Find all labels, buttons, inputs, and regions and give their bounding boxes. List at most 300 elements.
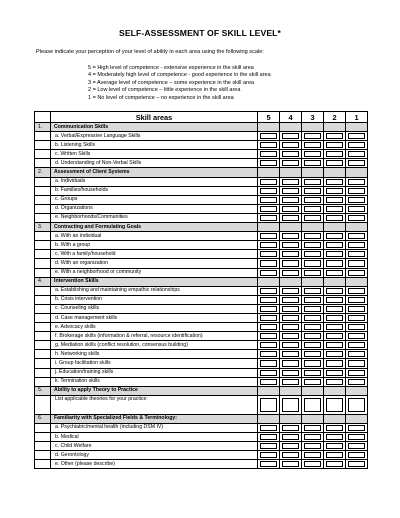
- rating-cell-2[interactable]: [324, 159, 346, 168]
- rating-checkbox-1[interactable]: [348, 324, 365, 330]
- rating-checkbox-2[interactable]: [326, 434, 343, 440]
- rating-cell-5[interactable]: [258, 186, 280, 195]
- rating-cell-4[interactable]: [280, 213, 302, 222]
- rating-cell-1[interactable]: [346, 177, 368, 186]
- rating-cell-5[interactable]: [258, 359, 280, 368]
- rating-cell-4[interactable]: [280, 423, 302, 432]
- rating-cell-1[interactable]: [346, 259, 368, 268]
- rating-checkbox-1[interactable]: [348, 379, 365, 385]
- rating-cell-1[interactable]: [346, 377, 368, 386]
- rating-cell-5[interactable]: [258, 460, 280, 469]
- rating-cell-3[interactable]: [302, 332, 324, 341]
- rating-cell-3[interactable]: [302, 213, 324, 222]
- rating-cell-5[interactable]: [258, 259, 280, 268]
- rating-cell-2[interactable]: [324, 186, 346, 195]
- rating-checkbox-2[interactable]: [326, 425, 343, 431]
- rating-checkbox-4[interactable]: [282, 370, 299, 376]
- rating-checkbox-3[interactable]: [304, 233, 321, 239]
- rating-cell-2[interactable]: [324, 323, 346, 332]
- rating-cell-1[interactable]: [346, 250, 368, 259]
- rating-cell-4[interactable]: [280, 395, 302, 414]
- rating-cell-4[interactable]: [280, 359, 302, 368]
- rating-checkbox-3[interactable]: [304, 425, 321, 431]
- rating-checkbox-1[interactable]: [348, 251, 365, 257]
- rating-cell-5[interactable]: [258, 332, 280, 341]
- rating-cell-5[interactable]: [258, 195, 280, 204]
- rating-cell-3[interactable]: [302, 195, 324, 204]
- rating-cell-4[interactable]: [280, 341, 302, 350]
- rating-cell-2[interactable]: [324, 232, 346, 241]
- rating-checkbox-4[interactable]: [282, 333, 299, 339]
- rating-cell-3[interactable]: [302, 250, 324, 259]
- rating-checkbox-5[interactable]: [260, 215, 277, 221]
- rating-cell-3[interactable]: [302, 159, 324, 168]
- rating-cell-4[interactable]: [280, 259, 302, 268]
- rating-cell-3[interactable]: [302, 132, 324, 141]
- rating-cell-5[interactable]: [258, 150, 280, 159]
- rating-checkbox-5[interactable]: [260, 242, 277, 248]
- rating-cell-5[interactable]: [258, 241, 280, 250]
- rating-checkbox-2[interactable]: [326, 260, 343, 266]
- rating-checkbox-1[interactable]: [348, 370, 365, 376]
- rating-checkbox-5[interactable]: [260, 425, 277, 431]
- rating-checkbox-3[interactable]: [304, 179, 321, 185]
- rating-checkbox-2[interactable]: [326, 270, 343, 276]
- rating-cell-5[interactable]: [258, 433, 280, 442]
- rating-checkbox-2[interactable]: [326, 179, 343, 185]
- rating-checkbox-4[interactable]: [282, 133, 299, 139]
- rating-cell-5[interactable]: [258, 451, 280, 460]
- rating-checkbox-4[interactable]: [282, 434, 299, 440]
- rating-checkbox-1[interactable]: [348, 151, 365, 157]
- rating-cell-1[interactable]: [346, 241, 368, 250]
- rating-checkbox-4[interactable]: [282, 360, 299, 366]
- rating-cell-4[interactable]: [280, 377, 302, 386]
- rating-cell-5[interactable]: [258, 295, 280, 304]
- rating-checkbox-2[interactable]: [326, 342, 343, 348]
- rating-checkbox-1[interactable]: [348, 306, 365, 312]
- rating-cell-1[interactable]: [346, 313, 368, 322]
- rating-cell-5[interactable]: [258, 395, 280, 414]
- rating-checkbox-2[interactable]: [326, 379, 343, 385]
- rating-cell-1[interactable]: [346, 332, 368, 341]
- rating-checkbox-4[interactable]: [282, 251, 299, 257]
- rating-cell-1[interactable]: [346, 359, 368, 368]
- rating-cell-3[interactable]: [302, 141, 324, 150]
- rating-checkbox-2[interactable]: [326, 251, 343, 257]
- rating-checkbox-1[interactable]: [348, 242, 365, 248]
- rating-cell-2[interactable]: [324, 141, 346, 150]
- rating-checkbox-1[interactable]: [348, 315, 365, 321]
- rating-cell-5[interactable]: [258, 132, 280, 141]
- rating-checkbox-2[interactable]: [326, 142, 343, 148]
- rating-checkbox-5[interactable]: [260, 160, 277, 166]
- rating-checkbox-4[interactable]: [282, 206, 299, 212]
- rating-cell-3[interactable]: [302, 286, 324, 295]
- rating-checkbox-2[interactable]: [326, 360, 343, 366]
- rating-cell-3[interactable]: [302, 368, 324, 377]
- rating-checkbox-1[interactable]: [348, 425, 365, 431]
- rating-checkbox-3[interactable]: [304, 452, 321, 458]
- rating-cell-5[interactable]: [258, 177, 280, 186]
- rating-checkbox-1[interactable]: [348, 215, 365, 221]
- rating-checkbox-2[interactable]: [326, 288, 343, 294]
- rating-checkbox-2[interactable]: [326, 333, 343, 339]
- rating-checkbox-4[interactable]: [282, 351, 299, 357]
- rating-cell-4[interactable]: [280, 241, 302, 250]
- rating-checkbox-3[interactable]: [304, 398, 321, 412]
- rating-cell-1[interactable]: [346, 423, 368, 432]
- rating-cell-1[interactable]: [346, 141, 368, 150]
- rating-checkbox-1[interactable]: [348, 360, 365, 366]
- rating-checkbox-1[interactable]: [348, 398, 365, 412]
- rating-cell-3[interactable]: [302, 177, 324, 186]
- rating-checkbox-2[interactable]: [326, 315, 343, 321]
- rating-checkbox-3[interactable]: [304, 351, 321, 357]
- rating-checkbox-5[interactable]: [260, 306, 277, 312]
- rating-checkbox-1[interactable]: [348, 133, 365, 139]
- rating-cell-4[interactable]: [280, 159, 302, 168]
- rating-checkbox-3[interactable]: [304, 443, 321, 449]
- rating-cell-2[interactable]: [324, 132, 346, 141]
- rating-checkbox-3[interactable]: [304, 297, 321, 303]
- rating-checkbox-1[interactable]: [348, 260, 365, 266]
- rating-checkbox-1[interactable]: [348, 461, 365, 467]
- rating-checkbox-2[interactable]: [326, 443, 343, 449]
- rating-cell-5[interactable]: [258, 286, 280, 295]
- rating-cell-2[interactable]: [324, 433, 346, 442]
- rating-checkbox-2[interactable]: [326, 151, 343, 157]
- rating-cell-2[interactable]: [324, 359, 346, 368]
- rating-checkbox-1[interactable]: [348, 270, 365, 276]
- rating-checkbox-2[interactable]: [326, 370, 343, 376]
- rating-checkbox-4[interactable]: [282, 306, 299, 312]
- rating-cell-4[interactable]: [280, 368, 302, 377]
- rating-checkbox-4[interactable]: [282, 288, 299, 294]
- rating-cell-5[interactable]: [258, 341, 280, 350]
- rating-checkbox-1[interactable]: [348, 443, 365, 449]
- rating-cell-5[interactable]: [258, 323, 280, 332]
- rating-cell-5[interactable]: [258, 313, 280, 322]
- rating-checkbox-5[interactable]: [260, 270, 277, 276]
- rating-cell-3[interactable]: [302, 259, 324, 268]
- rating-cell-3[interactable]: [302, 268, 324, 277]
- rating-checkbox-5[interactable]: [260, 461, 277, 467]
- rating-checkbox-5[interactable]: [260, 324, 277, 330]
- rating-checkbox-5[interactable]: [260, 188, 277, 194]
- rating-checkbox-2[interactable]: [326, 188, 343, 194]
- rating-checkbox-5[interactable]: [260, 342, 277, 348]
- rating-cell-5[interactable]: [258, 250, 280, 259]
- rating-checkbox-5[interactable]: [260, 142, 277, 148]
- rating-checkbox-5[interactable]: [260, 360, 277, 366]
- rating-cell-2[interactable]: [324, 177, 346, 186]
- rating-checkbox-5[interactable]: [260, 443, 277, 449]
- rating-checkbox-2[interactable]: [326, 461, 343, 467]
- rating-cell-3[interactable]: [302, 350, 324, 359]
- rating-checkbox-5[interactable]: [260, 233, 277, 239]
- rating-cell-2[interactable]: [324, 286, 346, 295]
- rating-cell-3[interactable]: [302, 341, 324, 350]
- rating-cell-4[interactable]: [280, 295, 302, 304]
- rating-cell-4[interactable]: [280, 268, 302, 277]
- rating-checkbox-5[interactable]: [260, 179, 277, 185]
- rating-cell-2[interactable]: [324, 460, 346, 469]
- rating-checkbox-1[interactable]: [348, 197, 365, 203]
- rating-checkbox-5[interactable]: [260, 297, 277, 303]
- rating-cell-1[interactable]: [346, 159, 368, 168]
- rating-cell-5[interactable]: [258, 232, 280, 241]
- rating-cell-5[interactable]: [258, 350, 280, 359]
- rating-cell-3[interactable]: [302, 232, 324, 241]
- rating-cell-4[interactable]: [280, 141, 302, 150]
- rating-checkbox-1[interactable]: [348, 297, 365, 303]
- rating-checkbox-4[interactable]: [282, 215, 299, 221]
- rating-cell-5[interactable]: [258, 423, 280, 432]
- rating-checkbox-5[interactable]: [260, 370, 277, 376]
- rating-checkbox-2[interactable]: [326, 133, 343, 139]
- rating-cell-2[interactable]: [324, 150, 346, 159]
- rating-cell-5[interactable]: [258, 304, 280, 313]
- rating-checkbox-2[interactable]: [326, 398, 343, 412]
- rating-cell-3[interactable]: [302, 323, 324, 332]
- rating-cell-4[interactable]: [280, 286, 302, 295]
- rating-checkbox-4[interactable]: [282, 151, 299, 157]
- rating-checkbox-2[interactable]: [326, 306, 343, 312]
- rating-checkbox-3[interactable]: [304, 197, 321, 203]
- rating-cell-3[interactable]: [302, 433, 324, 442]
- rating-checkbox-5[interactable]: [260, 260, 277, 266]
- rating-cell-1[interactable]: [346, 323, 368, 332]
- rating-cell-2[interactable]: [324, 259, 346, 268]
- rating-cell-2[interactable]: [324, 295, 346, 304]
- rating-cell-4[interactable]: [280, 442, 302, 451]
- rating-checkbox-1[interactable]: [348, 288, 365, 294]
- rating-cell-4[interactable]: [280, 177, 302, 186]
- rating-checkbox-3[interactable]: [304, 379, 321, 385]
- rating-checkbox-4[interactable]: [282, 425, 299, 431]
- rating-cell-3[interactable]: [302, 442, 324, 451]
- rating-cell-3[interactable]: [302, 313, 324, 322]
- rating-checkbox-3[interactable]: [304, 342, 321, 348]
- rating-cell-1[interactable]: [346, 186, 368, 195]
- rating-cell-1[interactable]: [346, 341, 368, 350]
- rating-checkbox-4[interactable]: [282, 443, 299, 449]
- rating-checkbox-4[interactable]: [282, 315, 299, 321]
- rating-cell-5[interactable]: [258, 159, 280, 168]
- rating-cell-1[interactable]: [346, 442, 368, 451]
- rating-cell-3[interactable]: [302, 377, 324, 386]
- rating-cell-1[interactable]: [346, 268, 368, 277]
- rating-cell-4[interactable]: [280, 451, 302, 460]
- rating-cell-3[interactable]: [302, 395, 324, 414]
- rating-cell-4[interactable]: [280, 186, 302, 195]
- rating-cell-2[interactable]: [324, 377, 346, 386]
- rating-cell-2[interactable]: [324, 213, 346, 222]
- rating-checkbox-3[interactable]: [304, 434, 321, 440]
- rating-cell-4[interactable]: [280, 304, 302, 313]
- rating-cell-5[interactable]: [258, 442, 280, 451]
- rating-cell-1[interactable]: [346, 395, 368, 414]
- rating-checkbox-1[interactable]: [348, 206, 365, 212]
- rating-cell-4[interactable]: [280, 250, 302, 259]
- rating-checkbox-3[interactable]: [304, 188, 321, 194]
- rating-checkbox-3[interactable]: [304, 306, 321, 312]
- rating-cell-2[interactable]: [324, 241, 346, 250]
- rating-checkbox-2[interactable]: [326, 351, 343, 357]
- rating-checkbox-1[interactable]: [348, 452, 365, 458]
- rating-checkbox-1[interactable]: [348, 142, 365, 148]
- rating-checkbox-5[interactable]: [260, 379, 277, 385]
- rating-checkbox-4[interactable]: [282, 260, 299, 266]
- rating-cell-1[interactable]: [346, 204, 368, 213]
- rating-checkbox-5[interactable]: [260, 251, 277, 257]
- rating-checkbox-1[interactable]: [348, 434, 365, 440]
- rating-cell-3[interactable]: [302, 460, 324, 469]
- rating-checkbox-4[interactable]: [282, 297, 299, 303]
- rating-cell-4[interactable]: [280, 195, 302, 204]
- rating-checkbox-3[interactable]: [304, 160, 321, 166]
- rating-checkbox-1[interactable]: [348, 233, 365, 239]
- rating-checkbox-4[interactable]: [282, 398, 299, 412]
- rating-checkbox-2[interactable]: [326, 160, 343, 166]
- rating-cell-3[interactable]: [302, 295, 324, 304]
- rating-cell-3[interactable]: [302, 359, 324, 368]
- rating-cell-2[interactable]: [324, 395, 346, 414]
- rating-cell-4[interactable]: [280, 132, 302, 141]
- rating-checkbox-2[interactable]: [326, 233, 343, 239]
- rating-checkbox-3[interactable]: [304, 215, 321, 221]
- rating-checkbox-3[interactable]: [304, 142, 321, 148]
- rating-checkbox-5[interactable]: [260, 452, 277, 458]
- rating-checkbox-5[interactable]: [260, 315, 277, 321]
- rating-checkbox-3[interactable]: [304, 206, 321, 212]
- rating-checkbox-3[interactable]: [304, 324, 321, 330]
- rating-checkbox-2[interactable]: [326, 215, 343, 221]
- rating-cell-1[interactable]: [346, 132, 368, 141]
- rating-checkbox-4[interactable]: [282, 179, 299, 185]
- rating-checkbox-2[interactable]: [326, 452, 343, 458]
- rating-checkbox-5[interactable]: [260, 351, 277, 357]
- rating-cell-4[interactable]: [280, 460, 302, 469]
- rating-cell-4[interactable]: [280, 433, 302, 442]
- rating-cell-4[interactable]: [280, 313, 302, 322]
- rating-cell-2[interactable]: [324, 341, 346, 350]
- rating-cell-1[interactable]: [346, 232, 368, 241]
- rating-cell-1[interactable]: [346, 350, 368, 359]
- rating-checkbox-3[interactable]: [304, 270, 321, 276]
- rating-cell-1[interactable]: [346, 213, 368, 222]
- rating-cell-5[interactable]: [258, 204, 280, 213]
- rating-checkbox-2[interactable]: [326, 242, 343, 248]
- rating-cell-2[interactable]: [324, 304, 346, 313]
- rating-cell-5[interactable]: [258, 268, 280, 277]
- rating-cell-5[interactable]: [258, 213, 280, 222]
- rating-cell-1[interactable]: [346, 460, 368, 469]
- rating-cell-3[interactable]: [302, 423, 324, 432]
- rating-checkbox-3[interactable]: [304, 315, 321, 321]
- rating-cell-1[interactable]: [346, 451, 368, 460]
- rating-checkbox-3[interactable]: [304, 461, 321, 467]
- rating-cell-2[interactable]: [324, 313, 346, 322]
- rating-cell-2[interactable]: [324, 423, 346, 432]
- rating-cell-3[interactable]: [302, 186, 324, 195]
- rating-checkbox-5[interactable]: [260, 151, 277, 157]
- rating-checkbox-5[interactable]: [260, 133, 277, 139]
- rating-checkbox-4[interactable]: [282, 142, 299, 148]
- rating-checkbox-5[interactable]: [260, 333, 277, 339]
- rating-cell-2[interactable]: [324, 250, 346, 259]
- rating-checkbox-3[interactable]: [304, 151, 321, 157]
- rating-checkbox-3[interactable]: [304, 133, 321, 139]
- rating-cell-2[interactable]: [324, 268, 346, 277]
- rating-checkbox-3[interactable]: [304, 251, 321, 257]
- rating-checkbox-5[interactable]: [260, 398, 277, 412]
- rating-cell-4[interactable]: [280, 204, 302, 213]
- rating-cell-4[interactable]: [280, 332, 302, 341]
- rating-checkbox-4[interactable]: [282, 270, 299, 276]
- rating-cell-1[interactable]: [346, 150, 368, 159]
- rating-checkbox-1[interactable]: [348, 342, 365, 348]
- rating-checkbox-3[interactable]: [304, 242, 321, 248]
- rating-cell-3[interactable]: [302, 241, 324, 250]
- rating-checkbox-4[interactable]: [282, 324, 299, 330]
- rating-cell-4[interactable]: [280, 323, 302, 332]
- rating-cell-1[interactable]: [346, 286, 368, 295]
- rating-cell-1[interactable]: [346, 304, 368, 313]
- rating-checkbox-5[interactable]: [260, 206, 277, 212]
- rating-checkbox-1[interactable]: [348, 188, 365, 194]
- rating-checkbox-5[interactable]: [260, 197, 277, 203]
- rating-cell-2[interactable]: [324, 350, 346, 359]
- rating-checkbox-2[interactable]: [326, 324, 343, 330]
- rating-cell-3[interactable]: [302, 150, 324, 159]
- rating-cell-5[interactable]: [258, 141, 280, 150]
- rating-cell-2[interactable]: [324, 195, 346, 204]
- rating-checkbox-5[interactable]: [260, 288, 277, 294]
- rating-cell-5[interactable]: [258, 377, 280, 386]
- rating-cell-4[interactable]: [280, 350, 302, 359]
- rating-cell-3[interactable]: [302, 451, 324, 460]
- rating-cell-1[interactable]: [346, 295, 368, 304]
- rating-checkbox-4[interactable]: [282, 160, 299, 166]
- rating-checkbox-1[interactable]: [348, 333, 365, 339]
- rating-cell-2[interactable]: [324, 332, 346, 341]
- rating-checkbox-4[interactable]: [282, 233, 299, 239]
- rating-cell-2[interactable]: [324, 368, 346, 377]
- rating-checkbox-5[interactable]: [260, 434, 277, 440]
- rating-checkbox-2[interactable]: [326, 297, 343, 303]
- rating-checkbox-4[interactable]: [282, 461, 299, 467]
- rating-checkbox-2[interactable]: [326, 206, 343, 212]
- rating-cell-4[interactable]: [280, 232, 302, 241]
- rating-checkbox-3[interactable]: [304, 370, 321, 376]
- rating-cell-2[interactable]: [324, 204, 346, 213]
- rating-checkbox-1[interactable]: [348, 179, 365, 185]
- rating-cell-1[interactable]: [346, 433, 368, 442]
- rating-cell-2[interactable]: [324, 451, 346, 460]
- rating-checkbox-3[interactable]: [304, 288, 321, 294]
- rating-checkbox-2[interactable]: [326, 197, 343, 203]
- rating-checkbox-4[interactable]: [282, 342, 299, 348]
- rating-cell-5[interactable]: [258, 368, 280, 377]
- rating-cell-1[interactable]: [346, 368, 368, 377]
- rating-checkbox-4[interactable]: [282, 452, 299, 458]
- rating-checkbox-4[interactable]: [282, 197, 299, 203]
- rating-checkbox-3[interactable]: [304, 333, 321, 339]
- rating-checkbox-3[interactable]: [304, 260, 321, 266]
- rating-checkbox-1[interactable]: [348, 160, 365, 166]
